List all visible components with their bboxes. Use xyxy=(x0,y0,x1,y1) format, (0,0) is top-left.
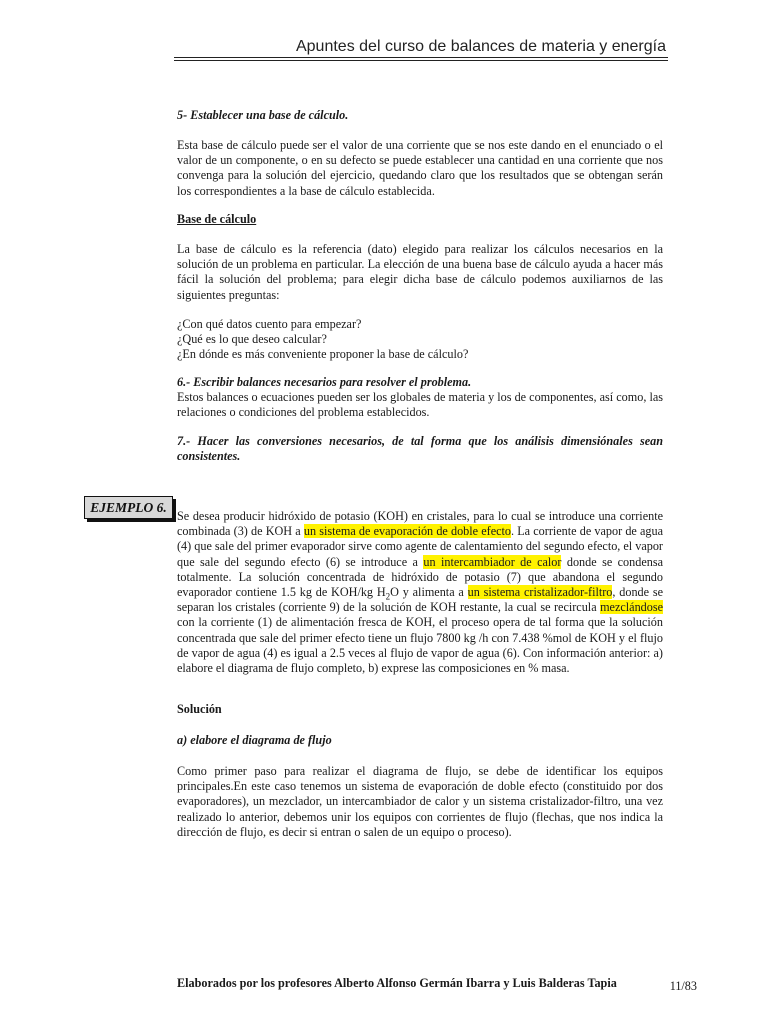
solution-subheading: a) elabore el diagrama de flujo xyxy=(177,733,332,747)
header-rule-thin xyxy=(174,60,668,61)
question-item: ¿Con qué datos cuento para empezar? xyxy=(177,317,362,331)
section-5-heading: 5- Establecer una base de cálculo. xyxy=(177,108,349,122)
footer-authors: Elaborados por los profesores Alberto Alfonso Germán Ibarra y Luis Balderas Tapia xyxy=(177,976,617,990)
highlight-evaporation-system: un sistema de evaporación de doble efecto xyxy=(303,524,512,539)
section-5-paragraph: Esta base de cálculo puede ser el valor de una corriente que se nos este dando en el enunciado o el valor de un componente, o en su defecto se puede establecer una cantidad en una corriente que nos convenga para la solución del ejercicio, quedando claro que los resultados que se obtengan serán los correspondientes a la base de cálculo establecida. xyxy=(177,138,663,198)
question-item: ¿En dónde es más conveniente proponer la base de cálculo? xyxy=(177,347,469,362)
example-text: . La corriente de vapor de agua (4) que sale del primer evaporador sirve como agente de calentamiento del segundo efecto, el vapor que sale del segundo efecto (6) se introduce a xyxy=(177,524,663,569)
example-text: con la corriente (1) de alimentación fresca de KOH, el proceso opera de tal forma que la solución concentrada que sale del primer efecto tiene un flujo 7800 kg /h con 7.438 %mol de KOH y el flujo de vapor de agua (4) es igual a 2.5 veces al flujo de vapor de agua (6). Con información anterior: a) elabore el diagrama de flujo completo, b) exprese las composiciones en % masa. xyxy=(177,615,663,676)
solution-paragraph: Como primer paso para realizar el diagrama de flujo, se debe de identificar los equipos principales.En este caso tenemos un sistema de evaporación de doble efecto (constituido por dos evaporadores), un mezclador, un intercambiador de calor y un sistema cristalizador-filtro, una vez realizado lo anterior, debemos unir los equipos con corrientes de flujo (flechas, que nos indica la dirección de flujo, es decir si entran o salen de un equipo o proceso). xyxy=(177,764,663,839)
highlight-heat-exchanger: un intercambiador de calor xyxy=(423,554,562,569)
example-text: O y alimenta a xyxy=(390,585,468,600)
base-calculo-heading: Base de cálculo xyxy=(177,212,257,226)
example-text: , donde se separan los cristales (corriente 9) de la solución de KOH restante, la cual se recircula xyxy=(177,585,663,615)
header-rule xyxy=(174,57,668,58)
example-statement xyxy=(177,509,663,676)
example-text: donde se condensa totalmente. La solución concentrada de hidróxido de potasio (7) que abandona el segundo evaporador contiene 1.5 kg de KOH/kg H xyxy=(177,554,663,600)
example-label-box: EJEMPLO 6. xyxy=(84,496,173,519)
subscript-2: 2 xyxy=(385,591,391,602)
page-header-title: Apuntes del curso de balances de materia y energía xyxy=(295,38,666,55)
question-item: ¿Qué es lo que deseo calcular? xyxy=(177,332,327,347)
section-7-heading: 7.- Hacer las conversiones necesarios, de tal forma que los análisis dimensiónales sean consistentes. xyxy=(177,434,663,464)
highlight-crystallizer-filter: un sistema cristalizador-filtro xyxy=(467,585,613,600)
question-list xyxy=(177,317,663,363)
solution-heading: Solución xyxy=(177,702,222,716)
page-number: 11/83 xyxy=(669,979,697,993)
base-calculo-paragraph: La base de cálculo es la referencia (dato) elegido para realizar los cálculos necesarios en la solución de un problema en particular. La elección de una buena base de cálculo ayuda a hacer más fácil la solución del problema; para elegir dicha base de cálculo podemos auxiliarnos de las siguientes preguntas: xyxy=(177,242,663,302)
section-6-heading: 6.- Escribir balances necesarios para resolver el problema. xyxy=(177,375,472,389)
example-text: Se desea producir hidróxido de potasio (KOH) en cristales, para lo cual se introduce una corriente combinada (3) de KOH a xyxy=(177,509,663,539)
highlight-mixing: mezclándose xyxy=(600,600,663,615)
section-6-paragraph: Estos balances o ecuaciones pueden ser los globales de materia y los de componentes, así como, las relaciones o condiciones del problema establecidos. xyxy=(177,390,663,420)
